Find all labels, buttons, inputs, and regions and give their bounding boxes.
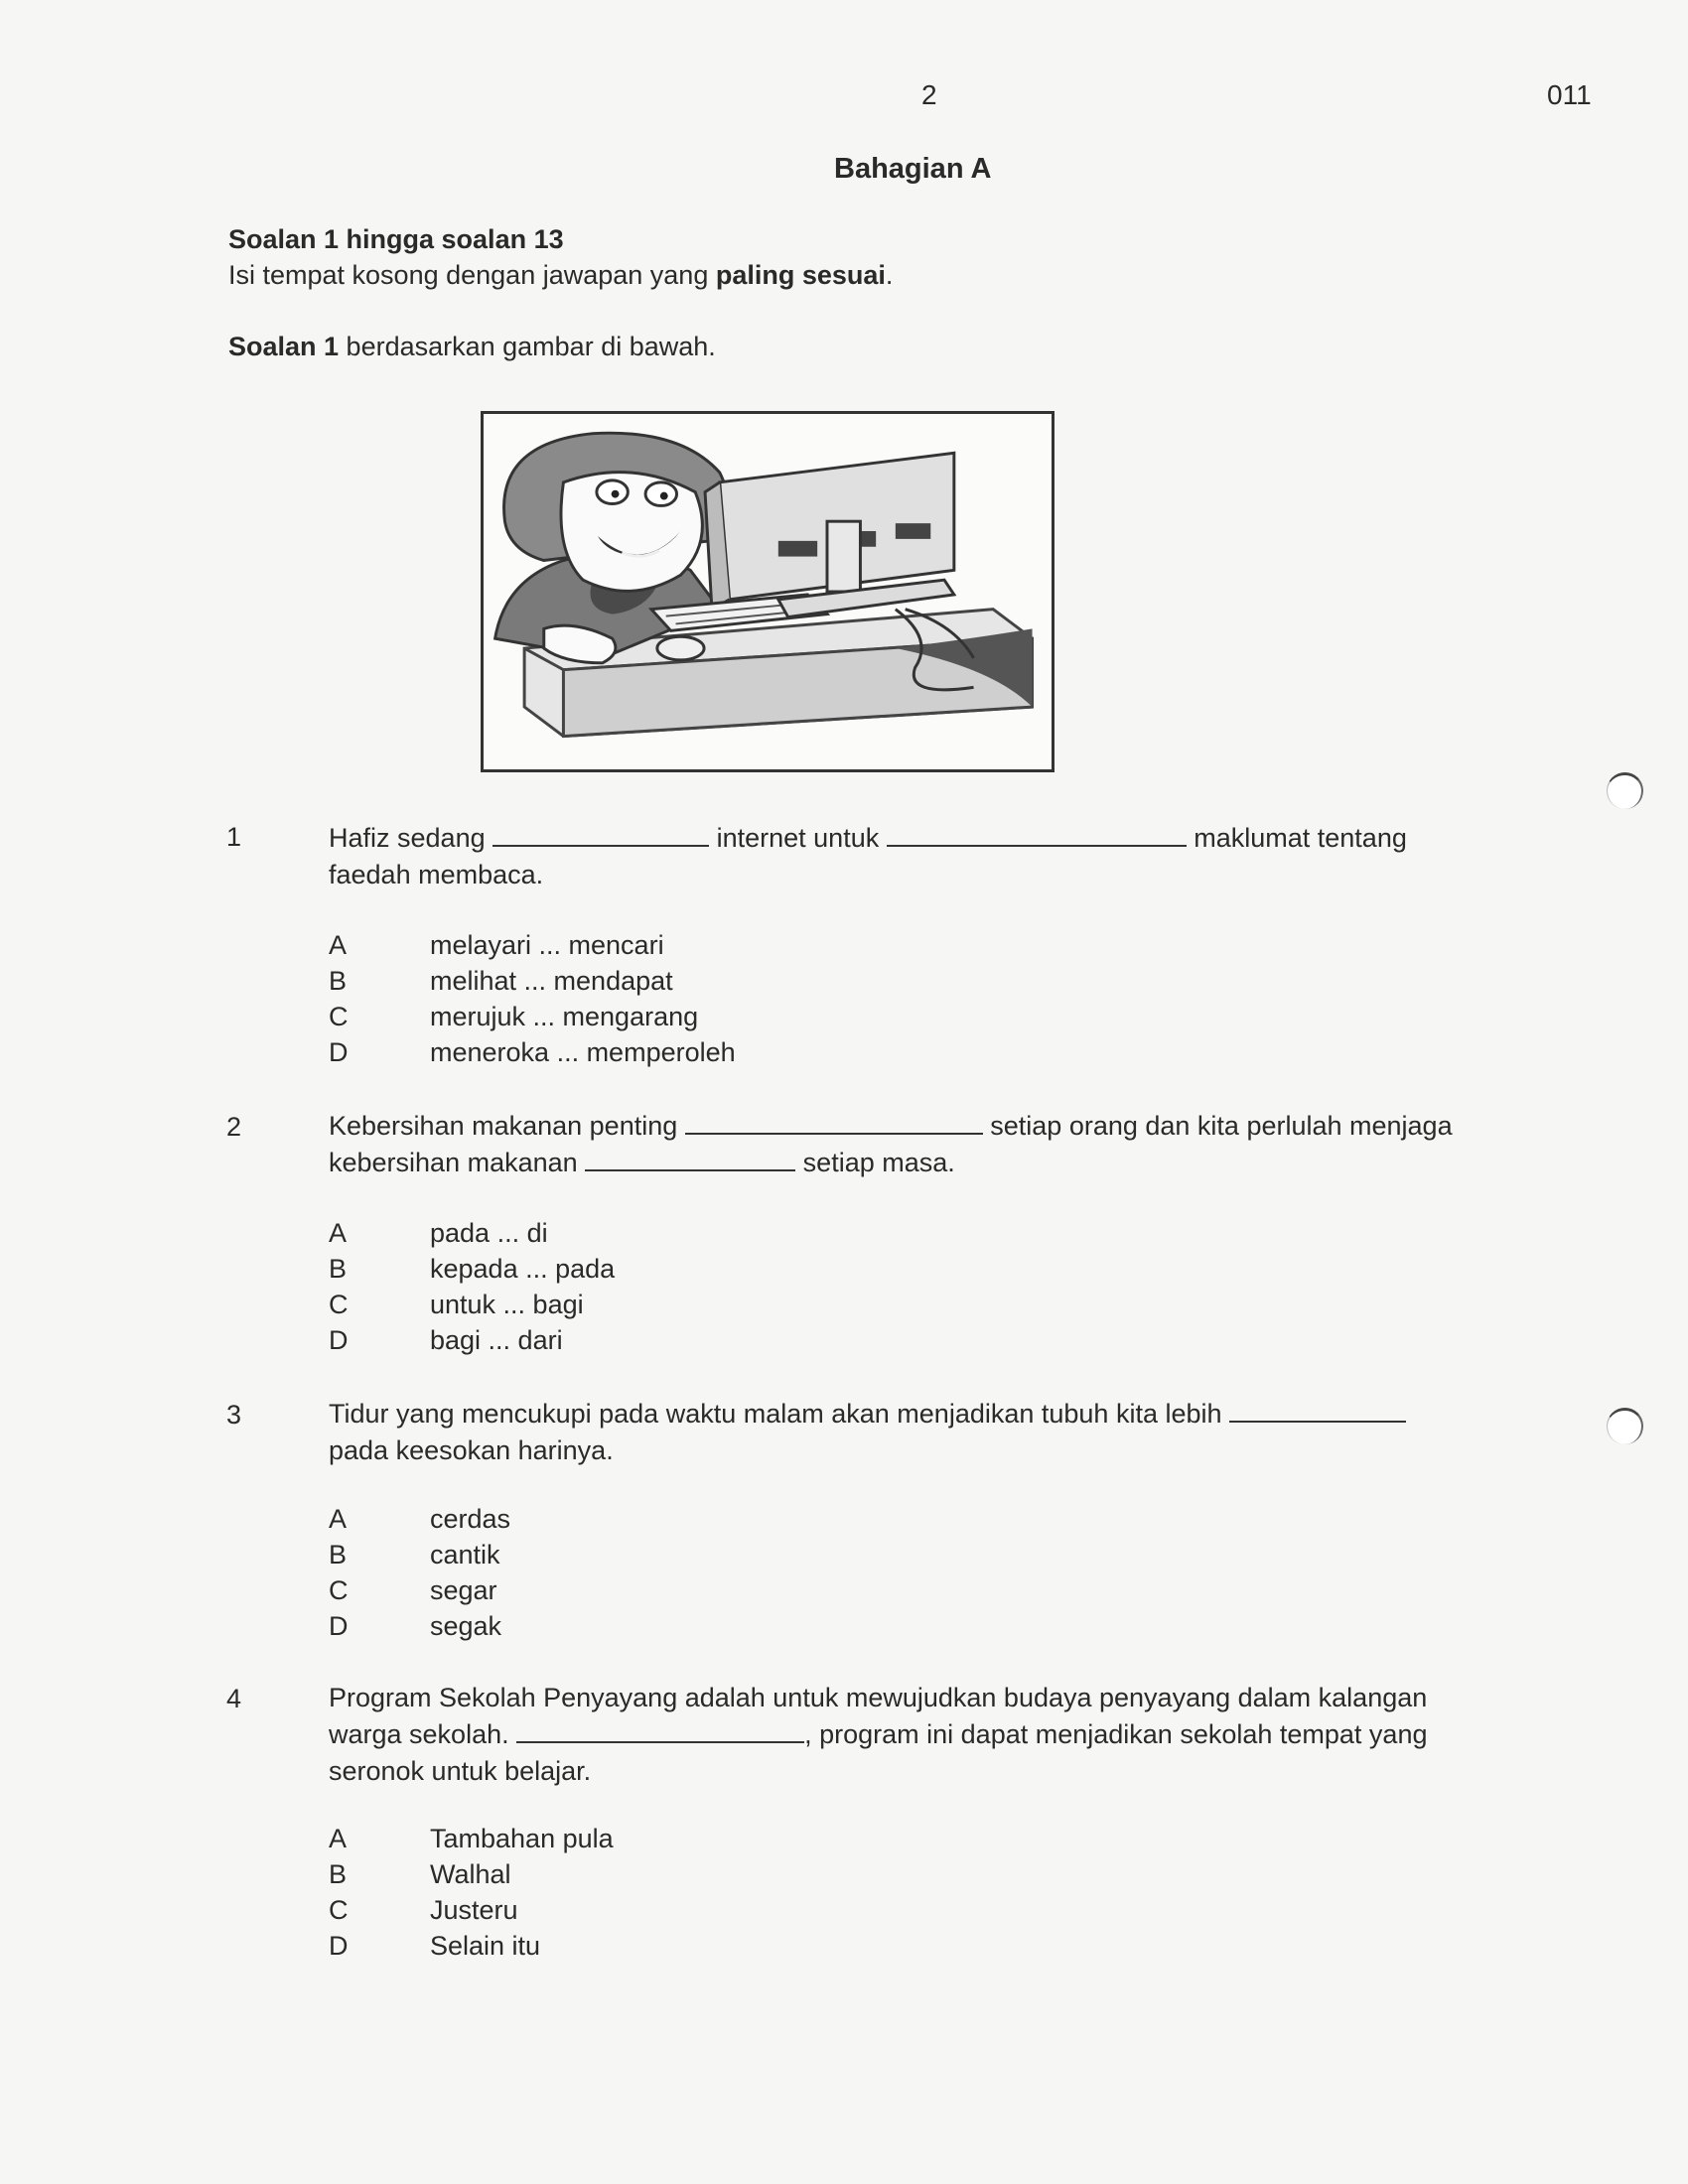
question-4-number: 4 [226, 1684, 242, 1713]
answer-blank [585, 1148, 795, 1171]
question-3-number: 3 [226, 1400, 242, 1430]
instruction-text: Isi tempat kosong dengan jawapan yang paling sesuai. [228, 260, 894, 290]
boy-at-computer-illustration [481, 411, 1055, 772]
instruction-heading: Soalan 1 hingga soalan 13 [228, 224, 564, 254]
question-2-text: Kebersihan makanan penting setiap orang dan kita perlulah menjaga kebersihan makanan setiap masa. [329, 1111, 1453, 1177]
answer-blank [1229, 1399, 1406, 1423]
punch-hole [1607, 1408, 1643, 1444]
question-2-number: 2 [226, 1112, 242, 1142]
page-number: 2 [921, 79, 937, 110]
question-1-text: Hafiz sedang internet untuk maklumat tentang faedah membaca. [329, 823, 1407, 889]
figure-reference-text: Soalan 1 berdasarkan gambar di bawah. [228, 332, 716, 361]
answer-blank [516, 1719, 804, 1743]
illustration-icon [484, 414, 1052, 769]
exam-page: 2 011 Bahagian A Soalan 1 hingga soalan 13 Isi tempat kosong dengan jawapan yang paling sesuai. Soalan 1 berdasarkan gambar di bawah. 1 Hafiz sedang internet untuk maklumat tentang faedah membaca. A melayari ... mencari B melihat ... mendapat C merujuk ... mengarang D meneroka ... memperoleh 2 Kebersihan makanan penting setiap orang dan kita perlulah menjaga kebersihan makanan setiap masa. A pada ... di B kepada ... pada C untuk ... bagi D bagi ... dari 3 Tidur yang mencukupi pada waktu malam akan menjadikan tubuh kita lebih pada keesokan harinya. A cerdas B cantik C segar D segak 4 Program Sekolah Penyayang adalah untuk mewujudkan budaya penyayang dalam kalangan warga sekolah. , program ini dapat menjadikan sekolah tempat yang seronok untuk belajar. A Tambahan pula B Walhal C Justeru D Selain itu [0, 0, 1688, 2184]
answer-blank [887, 823, 1187, 847]
document-code: 011 [1547, 79, 1592, 110]
punch-hole [1607, 772, 1643, 809]
answer-blank [685, 1111, 983, 1135]
answer-blank [492, 823, 709, 847]
question-1-number: 1 [226, 822, 242, 852]
question-3-text: Tidur yang mencukupi pada waktu malam akan menjadikan tubuh kita lebih pada keesokan harinya. [329, 1396, 1612, 1469]
question-4-text: Program Sekolah Penyayang adalah untuk mewujudkan budaya penyayang dalam kalangan warga sekolah. , program ini dapat menjadikan sekolah tempat yang seronok untuk belajar. [329, 1683, 1428, 1786]
section-title: Bahagian A [834, 153, 992, 185]
